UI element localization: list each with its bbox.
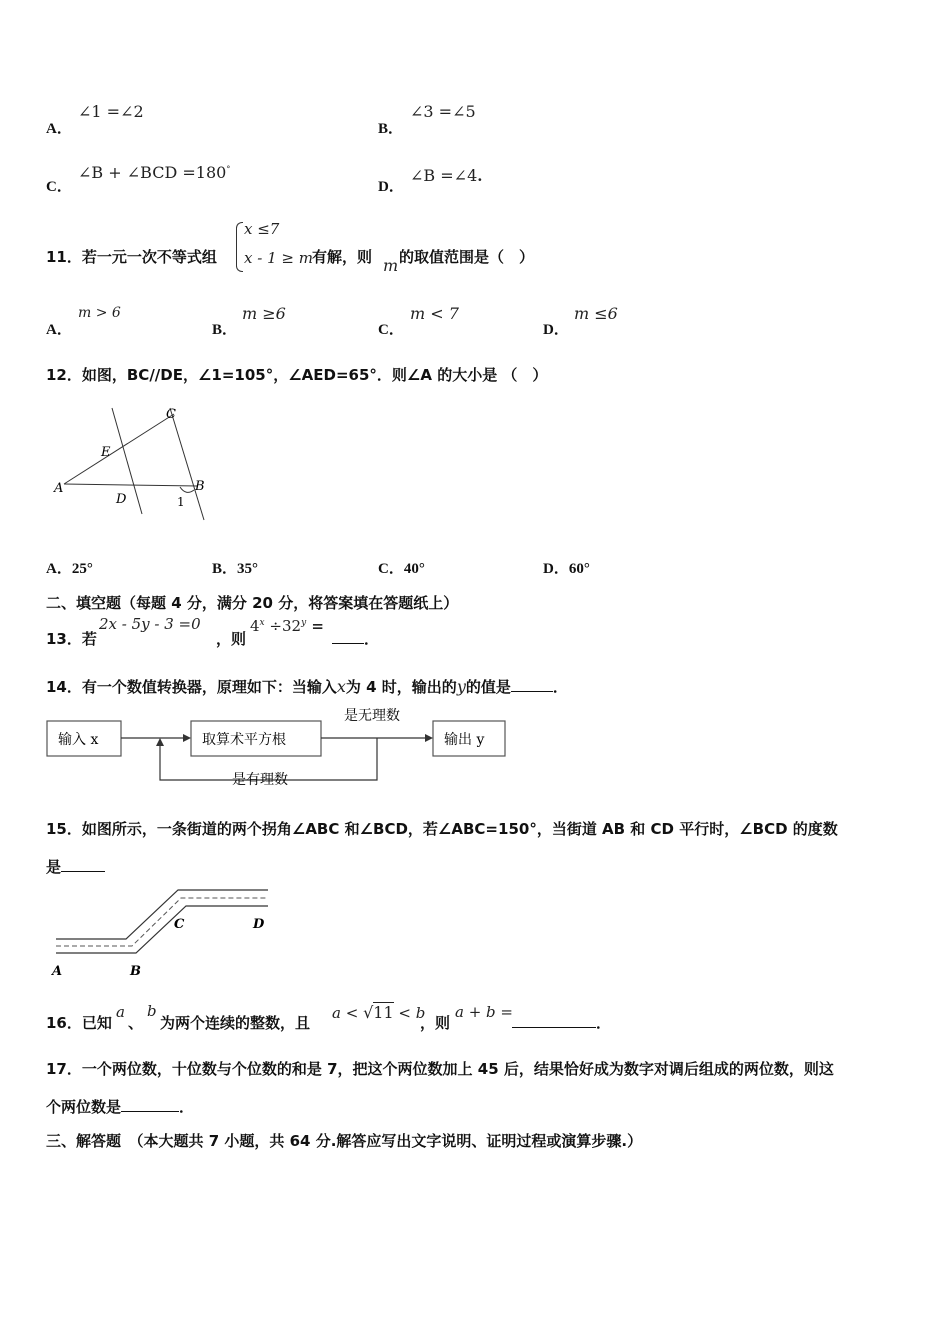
q16-var-b: b — [147, 1002, 157, 1020]
flow-output-label: 输出 y — [444, 732, 485, 748]
street-edge-bottom — [56, 906, 268, 953]
q11-option-c-expr: m < 7 — [410, 304, 459, 323]
q11-end: 的取值范围是（ ） — [399, 248, 535, 266]
label-e: E — [101, 445, 111, 460]
q11-system-line1: x ≤7 — [244, 220, 280, 238]
q11-var: m — [383, 256, 399, 275]
angle-1-arc — [180, 487, 194, 492]
q11-mid: 有解，则 — [312, 248, 373, 266]
q16-inequality: a < √11 < b — [332, 1003, 426, 1022]
label-d: D — [116, 492, 127, 507]
label-1: 1 — [177, 495, 185, 509]
q12-figure — [50, 400, 220, 525]
q12-option-d: D．60° — [543, 561, 590, 577]
line-ab — [64, 484, 198, 486]
q11-option-c-label: C． — [378, 322, 404, 338]
q15-line1: 15．如图所示，一条街道的两个拐角∠ABC 和∠BCD，若∠ABC=150°，当街道 AB 和 CD 平行时，∠BCD 的度数 — [46, 820, 838, 838]
q16-blank: ． — [512, 1012, 611, 1033]
q10-option-b-label: B． — [378, 121, 404, 137]
q10-option-d-expr: ∠B =∠4. — [410, 166, 483, 185]
q13-mid: ，则 — [216, 630, 247, 648]
q10-option-a-expr: ∠1 =∠2 — [78, 102, 144, 121]
q16-sum: a + b = — [455, 1003, 513, 1021]
label-b: B — [195, 479, 205, 494]
q11-option-b-label: B． — [212, 322, 238, 338]
label-a: A — [52, 964, 63, 979]
q12-option-a: A．25° — [46, 561, 93, 577]
q11-prefix: 11．若一元一次不等式组 — [46, 248, 217, 266]
q11-option-b-expr: m ≥6 — [242, 304, 286, 323]
flow-input-label: 输入 x — [58, 732, 99, 748]
section-3-heading: 三、解答题 （本大题共 7 小题，共 64 分.解答应写出文字说明、证明过程或演算步骤.） — [46, 1132, 643, 1150]
line-cb — [170, 408, 204, 520]
q13-blank: ． — [332, 628, 379, 649]
q11-option-d-expr: m ≤6 — [574, 304, 618, 323]
arrow-to-output — [425, 734, 433, 742]
q12-text: 12．如图，BC//DE，∠1=105°，∠AED=65°．则∠A 的大小是 （ ） — [46, 366, 548, 384]
q17-line1: 17．一个两位数，十位数与个位数的和是 7，把这个两位数加上 45 后，结果恰好成为数字对调后组成的两位数，则这 — [46, 1060, 834, 1078]
flow-process-label: 取算术平方根 — [202, 732, 286, 748]
q10-option-a-label: A． — [46, 121, 72, 137]
q16-var-a: a — [116, 1003, 125, 1021]
q15-street-figure — [50, 884, 274, 980]
q14-flowchart — [44, 702, 514, 788]
section-2-heading: 二、填空题（每题 4 分，满分 20 分，将答案填在答题纸上） — [46, 594, 459, 612]
line-ac — [64, 414, 174, 484]
label-c: C — [174, 917, 185, 932]
arrow-feedback — [156, 738, 164, 746]
flow-irrational-label: 是无理数 — [344, 708, 400, 724]
q12-option-b: B．35° — [212, 561, 259, 577]
q16-sep: 、 — [128, 1014, 144, 1032]
q14-text: 14．有一个数值转换器，原理如下：当输入x为 4 时，输出的y的值是 ． — [46, 677, 568, 696]
flow-rational-label: 是有理数 — [232, 772, 288, 788]
system-brace — [236, 222, 243, 272]
q13-prefix: 13．若 — [46, 630, 97, 648]
q11-option-a-label: A． — [46, 322, 72, 338]
q17-line2: 个两位数是 ． — [46, 1098, 195, 1116]
label-a: A — [54, 481, 64, 496]
arrow-to-process — [183, 734, 191, 742]
label-b: B — [130, 964, 141, 979]
label-c: C — [166, 407, 176, 422]
q10-option-c-label: C． — [46, 179, 72, 195]
q13-equation: 2x - 5y - 3 =0 — [99, 615, 201, 633]
q12-option-c: C．40° — [378, 561, 425, 577]
q16-mid: 为两个连续的整数，且 — [160, 1014, 311, 1032]
q11-option-a-expr: m > 6 — [78, 305, 121, 321]
label-d: D — [253, 917, 265, 932]
street-edge-top — [56, 890, 268, 939]
q11-system-line2: x - 1 ≥ m — [244, 249, 313, 267]
q16-then: ，则 — [420, 1014, 451, 1032]
q11-option-d-label: D． — [543, 322, 569, 338]
q10-option-b-expr: ∠3 =∠5 — [410, 102, 476, 121]
q16-prefix: 16．已知 — [46, 1014, 112, 1032]
q10-option-d-label: D． — [378, 179, 404, 195]
q13-expression: $4^x \div 32^y$ = — [250, 617, 324, 635]
q10-option-c-expr: ∠B + ∠BCD =180° — [78, 163, 231, 182]
q15-line2: 是 — [46, 856, 105, 877]
